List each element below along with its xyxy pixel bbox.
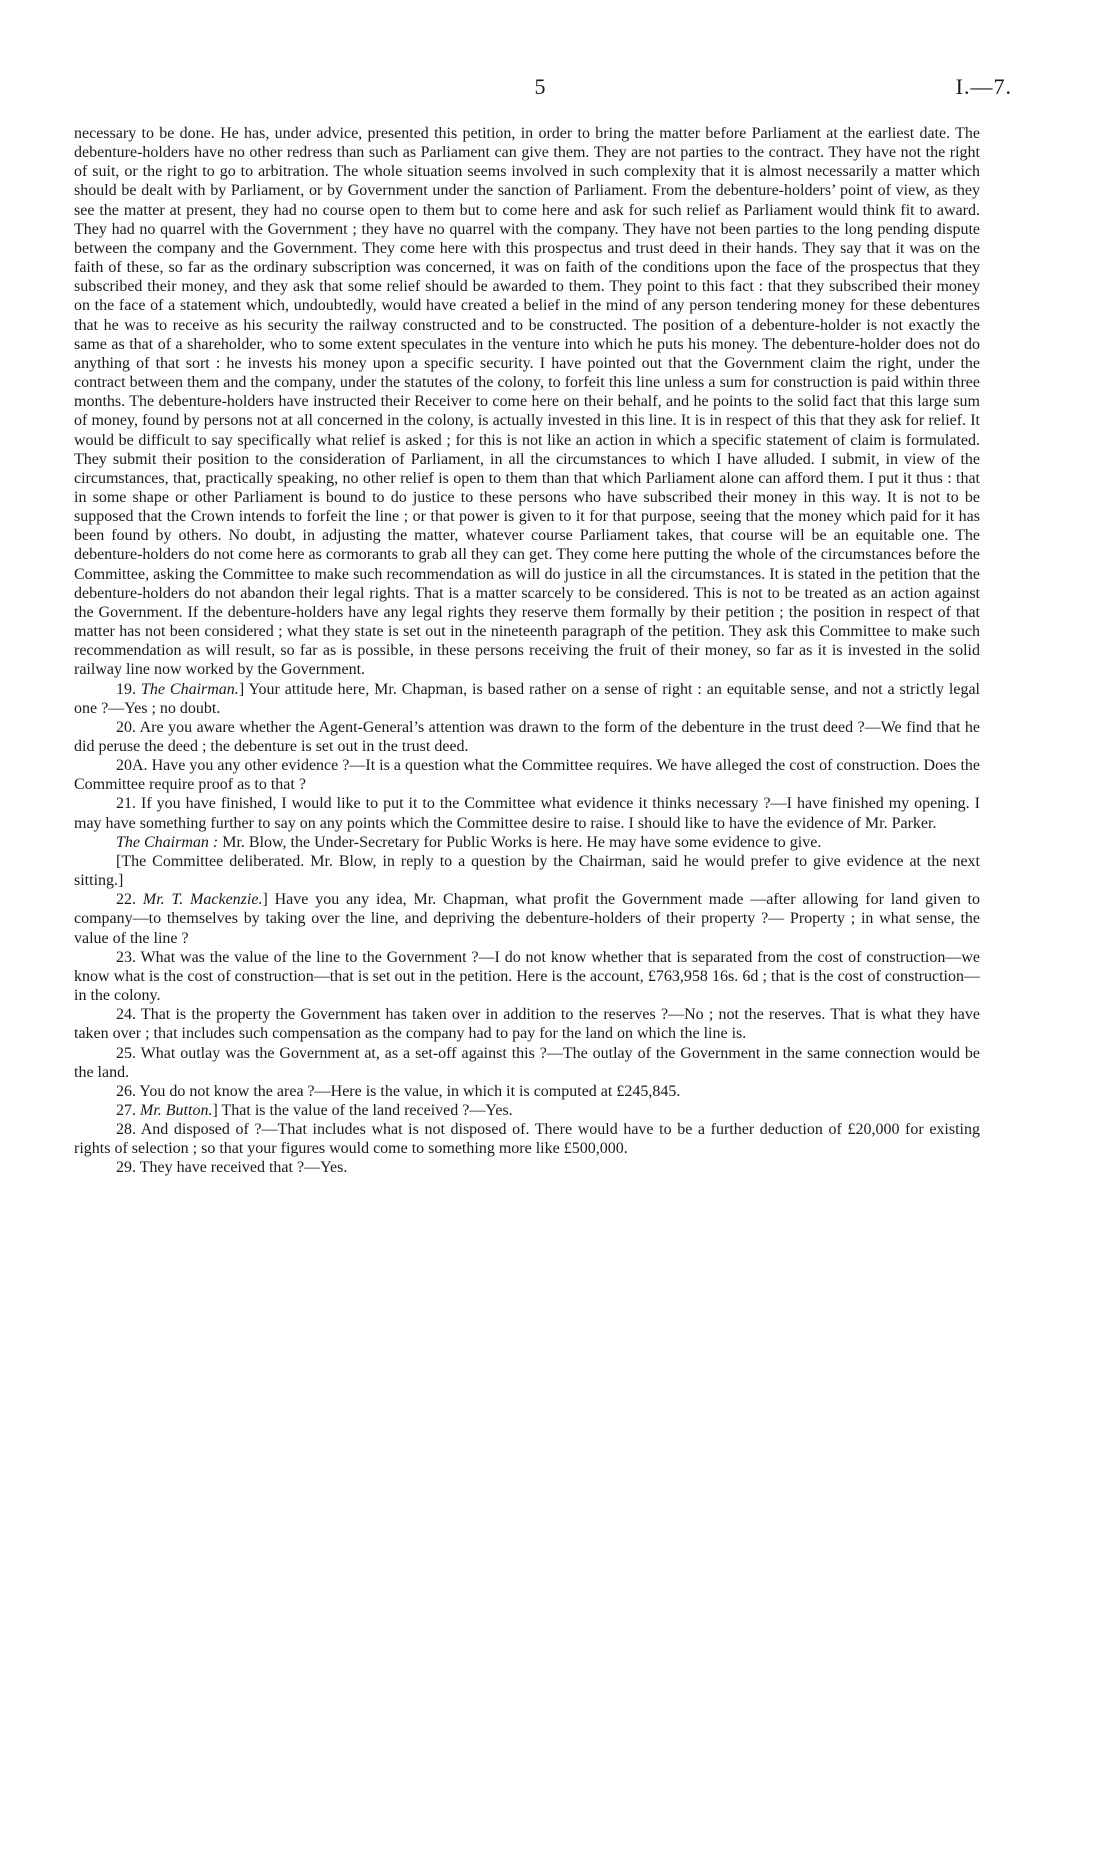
paragraph (74, 1101, 980, 1120)
paragraph (74, 1082, 980, 1101)
page-number: 5 (534, 74, 546, 99)
paragraph (74, 756, 980, 794)
paragraph (74, 852, 980, 890)
paragraph-text: 24. That is the property the Government has taken over in addition to the reserves ?—No ; not the reserves. That is what they have taken over ; that includes such compensation as the company had to pay for the land on which the line is. (74, 1006, 980, 1043)
paragraph-text: 29. They have received that ?—Yes. (116, 1159, 348, 1177)
paragraph (74, 1158, 980, 1177)
paragraph-text: 28. And disposed of ?—That includes what is not disposed of. There would have to be a further deduction of £20,000 for existing rights of selection ; so that your figures would come to something more like £500,000. (74, 1121, 980, 1158)
paragraph-text: necessary to be done. He has, under advice, presented this petition, in order to bring the matter before Parliament at the earliest date. The debenture-holders have no other redress than such as Parliament can give them. They are not parties to the contract. They have not the right of suit, or the right to go to arbitration. The whole situation seems involved in such complexity that it is almost necessarily a matter which should be dealt with by Parliament, or by Government under the sanction of Parliament. From the debenture-holders’ point of view, as they see the matter at present, they had no course open to them but to come here and ask for such relief as Parliament would think fit to award. They had no quarrel with the Government ; they have no quarrel with the company. They have not been parties to the long pending dispute between the company and the Government. They come here with this prospectus and trust deed in their hands. They say that it was on the faith of these, so far as the ordinary subscription was concerned, it was on faith of the conditions upon the face of the prospectus that they subscribed their money, and they ask that some relief should be awarded to them. They point to this fact : that they subscribed their money on the face of a statement which, undoubtedly, would have created a belief in the mind of any person tendering money for these debentures that he was to receive as his security the railway constructed and to be constructed. The position of a debenture-holder is not exactly the same as that of a shareholder, who to some extent speculates in the venture into which he puts his money. The debenture-holder does not do anything of that sort : he invests his money upon a specific security. I have pointed out that the Government claim the right, under the contract between them and the company, under the statutes of the colony, to forfeit this line unless a sum for construction is paid within three months. The debenture-holders have instructed their Receiver to come here on their behalf, and he points to the solid fact that this large sum of money, found by persons not at all concerned in the colony, is actually invested in this line. It is in respect of this that they ask for relief. It would be difficult to say specifically what relief is asked ; for this is not like an action in which a specific statement of claim is formulated. They submit their position to the consideration of Parliament, in all the circumstances to which I have alluded. I submit, in view of the circumstances, that, practically speaking, no other relief is open to them than that which Parliament alone can afford them. I put it thus : that in some shape or other Parliament is bound to do justice to these persons who have subscribed their money in this way. It is not to be supposed that the Crown intends to forfeit the line ; or that power is given to it for that purpose, seeing that the money which paid for it has been found by others. No doubt, in adjusting the matter, whatever course Parliament takes, that course will be an equitable one. The debenture-holders do not come here as cormorants to grab all they can get. They come here putting the whole of the circumstances before the Committee, asking the Committee to make such recommendation as will do justice in all the circumstances. It is stated in the petition that the debenture-holders do not abandon their legal rights. That is a matter scarcely to be considered. This is not to be treated as an action against the Government. If the debenture-holders have any legal rights they reserve them formally by their petition ; the position in respect of that matter has not been considered ; what they state is set out in the nineteenth paragraph of the petition. They ask this Committee to make such recommendation as will result, so far as is possible, in these persons receiving the fruit of their money, so far as it is invested in the solid railway line now worked by the Government. (74, 125, 980, 679)
paragraph (74, 948, 980, 1005)
paragraph-text: ] That is the value of the land received ?—Yes. (212, 1101, 513, 1119)
paragraph-text: ] Your attitude here, Mr. Chapman, is based rather on a sense of right : an equitable sense, and not a strictly legal one ?—Yes ; no doubt. (74, 680, 980, 717)
document-reference: I.—7. (955, 74, 1012, 99)
paragraph (74, 794, 980, 832)
paragraph-text: [The Committee deliberated. Mr. Blow, in reply to a question by the Chairman, said he would prefer to give evidence at the next sitting.] (74, 852, 980, 890)
paragraph (74, 1120, 980, 1158)
paragraph (74, 890, 980, 947)
document-body (74, 124, 980, 1178)
paragraph-text: 19. (116, 680, 141, 698)
paragraph (74, 833, 980, 852)
paragraph-text: 21. If you have finished, I would like to put it to the Committee what evidence it thinks necessary ?—I have finished my opening. I may have something further to say on any points which the Committee desire to raise. I should like to have the evidence of Mr. Parker. (74, 795, 980, 832)
speaker-name: The Chairman : (116, 833, 219, 851)
speaker-name: Mr. Button. (140, 1101, 213, 1119)
paragraph (74, 1044, 980, 1082)
paragraph-text: 20. Are you aware whether the Agent-General’s attention was drawn to the form of the debenture in the trust deed ?—We find that he did peruse the deed ; the debenture is set out in the trust deed. (74, 718, 980, 755)
paragraph (74, 680, 980, 718)
speaker-name: The Chairman. (140, 680, 239, 698)
paragraph-text: 20A. Have you any other evidence ?—It is a question what the Committee requires. We have alleged the cost of construction. Does the Committee require proof as to that ? (74, 757, 980, 794)
paragraph (74, 1005, 980, 1043)
paragraph-text: 23. What was the value of the line to the Government ?—I do not know whether that is separated from the cost of construction—we know what is the cost of construction—that is set out in the petition. Here is the account, £763,958 16s. 6d ; that is the cost of construction—in the colony. (74, 948, 980, 1005)
paragraph-text: 27. (116, 1101, 140, 1119)
paragraph (74, 124, 980, 680)
paragraph-text: 25. What outlay was the Government at, as a set-off against this ?—The outlay of the Government in the same connection would be the land. (74, 1044, 980, 1081)
paragraph-text: ] Have you any idea, Mr. Chapman, what profit the Government made —after allowing for land given to company—to themselves by taking over the line, and depriving the debenture-holders of their property ?— Property ; in what sense, the value of the line ? (74, 891, 981, 947)
paragraph-text: 22. (116, 891, 143, 909)
speaker-name: Mr. T. Mackenzie. (142, 891, 263, 909)
paragraph-text: Mr. Blow, the Under-Secretary for Public Works is here. He may have some evidence to give. (218, 833, 822, 851)
paragraph (74, 718, 980, 756)
paragraph-text: 26. You do not know the area ?—Here is the value, in which it is computed at £245,845. (116, 1082, 681, 1100)
